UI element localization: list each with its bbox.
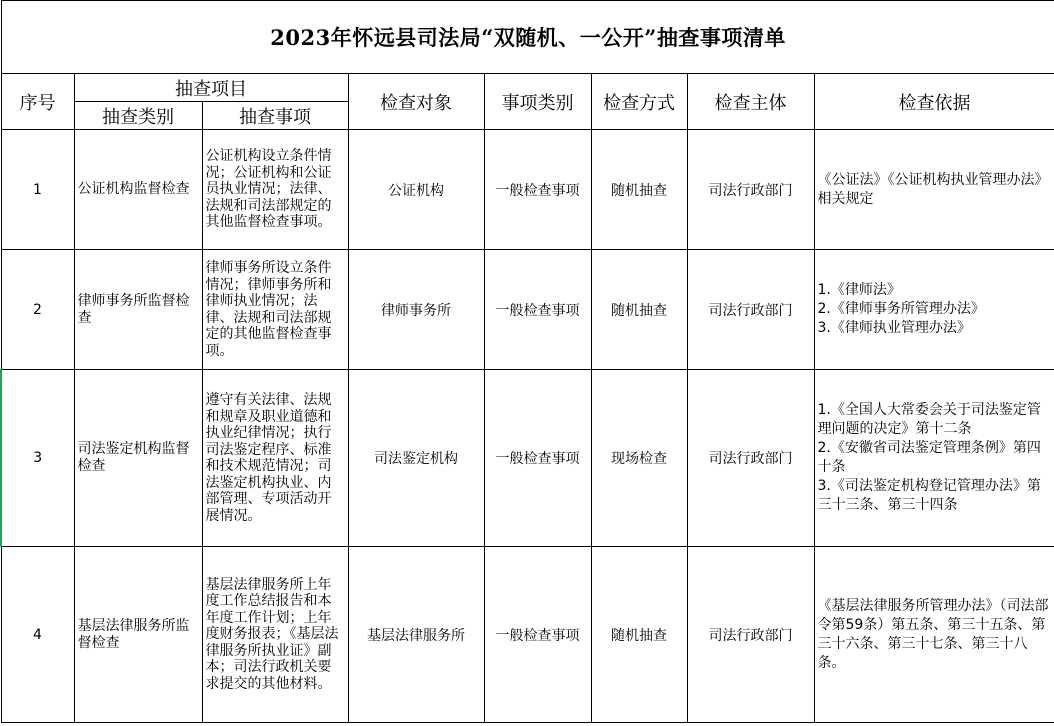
page-title: 2023年怀远县司法局“双随机、一公开”抽查事项清单 bbox=[1, 1, 1054, 74]
basis-line: 3.《司法鉴定机构登记管理办法》第三十三条、第三十四条 bbox=[817, 478, 1041, 513]
row-type: 一般检查事项 bbox=[484, 547, 591, 723]
table-row bbox=[1, 370, 1054, 547]
row-category: 基层法律服务所监督检查 bbox=[74, 547, 202, 723]
row-basis bbox=[814, 547, 1054, 723]
row-target: 司法鉴定机构 bbox=[348, 370, 484, 547]
row-target: 律师事务所 bbox=[348, 250, 484, 370]
basis-line: 2.《安徽省司法鉴定管理条例》第四十条 bbox=[817, 440, 1041, 475]
basis-line: 《基层法律服务所管理办法》（司法部令第59条）第五条、第三十五条、第三十六条、第三十七条、第三十八条。 bbox=[817, 597, 1049, 671]
row-target: 基层法律服务所 bbox=[348, 547, 484, 723]
row-target: 公证机构 bbox=[348, 130, 484, 250]
basis-line: 2.《律师事务所管理办法》 bbox=[817, 301, 985, 317]
row-type: 一般检查事项 bbox=[484, 370, 591, 547]
basis-line: 3.《律师执业管理办法》 bbox=[817, 320, 971, 336]
header-target: 检查对象 bbox=[348, 74, 484, 130]
row-index: 4 bbox=[1, 547, 74, 723]
basis-line: 《公证法》《公证机构执业管理办法》相关规定 bbox=[817, 171, 1049, 207]
header-subject: 检查主体 bbox=[687, 74, 814, 130]
header-basis: 检查依据 bbox=[814, 74, 1054, 130]
row-matters: 公证机构设立条件情况；公证机构和公证员执业情况；法律、法规和司法部规定的其他监督检查事项。 bbox=[202, 130, 348, 250]
row-index: 2 bbox=[1, 250, 74, 370]
row-method: 随机抽查 bbox=[591, 250, 687, 370]
header-matters: 抽查事项 bbox=[202, 102, 348, 130]
row-subject: 司法行政部门 bbox=[687, 130, 814, 250]
row-category: 公证机构监督检查 bbox=[74, 130, 202, 250]
row-category: 律师事务所监督检查 bbox=[74, 250, 202, 370]
table-row bbox=[1, 250, 1054, 370]
row-subject: 司法行政部门 bbox=[687, 250, 814, 370]
row-matters: 基层法律服务所上年度工作总结报告和本年度工作计划；上年度财务报表；《基层法律服务所执业证》副本；司法行政机关要求提交的其他材料。 bbox=[202, 547, 348, 723]
header-index: 序号 bbox=[1, 74, 74, 130]
row-category: 司法鉴定机构监督检查 bbox=[74, 370, 202, 547]
row-method: 随机抽查 bbox=[591, 547, 687, 723]
header-project: 抽查项目 bbox=[74, 74, 348, 102]
row-method: 现场检查 bbox=[591, 370, 687, 547]
row-index: 1 bbox=[1, 130, 74, 250]
basis-line: 1.《全国人大常委会关于司法鉴定管理问题的决定》第十二条 bbox=[817, 402, 1041, 437]
row-basis bbox=[814, 250, 1054, 370]
row-basis bbox=[814, 370, 1054, 547]
header-method: 检查方式 bbox=[591, 74, 687, 130]
header-type: 事项类别 bbox=[484, 74, 591, 130]
row-matters: 遵守有关法律、法规和规章及职业道德和执业纪律情况；执行司法鉴定程序、标准和技术规范情况；司法鉴定机构执业、内部管理、专项活动开展情况。 bbox=[202, 370, 348, 547]
row-type: 一般检查事项 bbox=[484, 130, 591, 250]
row-basis bbox=[814, 130, 1054, 250]
table-row bbox=[1, 130, 1054, 250]
row-subject: 司法行政部门 bbox=[687, 547, 814, 723]
row-matters: 律师事务所设立条件情况；律师事务所和律师执业情况；法律、法规和司法部规定的其他监督检查事项。 bbox=[202, 250, 348, 370]
row-index: 3 bbox=[1, 370, 74, 547]
basis-line: 1.《律师法》 bbox=[817, 282, 901, 298]
row-type: 一般检查事项 bbox=[484, 250, 591, 370]
header-category: 抽查类别 bbox=[74, 102, 202, 130]
row-subject: 司法行政部门 bbox=[687, 370, 814, 547]
row-method: 随机抽查 bbox=[591, 130, 687, 250]
table-row bbox=[1, 547, 1054, 723]
